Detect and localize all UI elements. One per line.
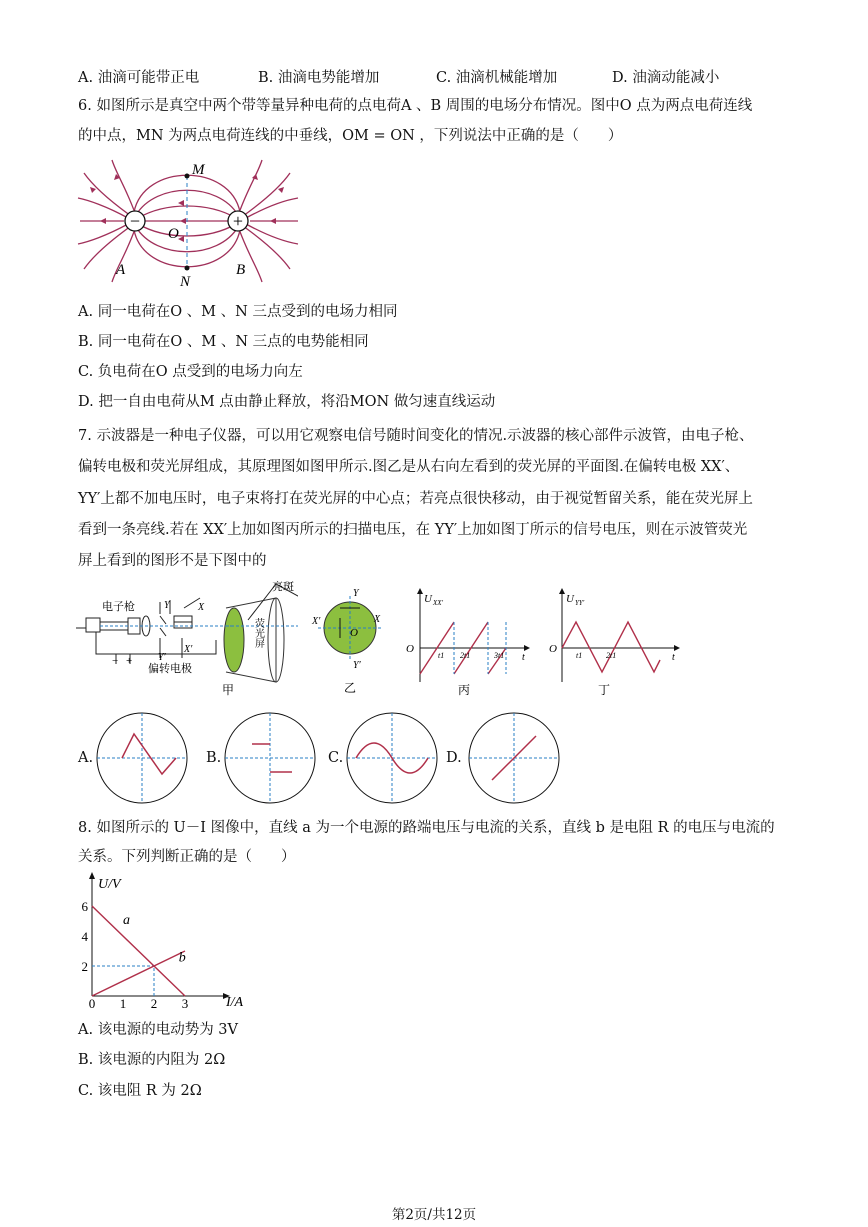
y-axis-label: U/V — [98, 877, 121, 892]
choice-a-figure — [94, 710, 190, 806]
x-tick-2: 2 — [150, 996, 158, 1011]
label-electron-gun: 电子枪 — [102, 601, 135, 613]
q7-stem-line3: YY′上都不加电压时，电子束将打在荧光屏的中心点；若亮点很快移动，由于视觉暂留关系，能在荧光屏上 — [78, 491, 753, 507]
q5-option-d: D. 油滴动能减小 — [612, 70, 720, 86]
q6-option-b: B. 同一电荷在O 、M 、N 三点的电势能相同 — [78, 334, 369, 350]
bing-origin: O — [406, 643, 414, 655]
label-xp: X′ — [184, 644, 193, 655]
q7-stem-line2: 偏转电极和荧光屏组成，其原理图如图甲所示.图乙是从右向左看到的荧光屏的平面图.在偏转电极 XX′、 — [78, 459, 740, 475]
q8-option-a: A. 该电源的电动势为 3V — [78, 1022, 238, 1038]
caption-jia: 甲 — [222, 683, 235, 697]
x-tick-3: 3 — [181, 996, 189, 1011]
bing-ylabel: U — [424, 593, 432, 605]
x-tick-1: 1 — [119, 996, 127, 1011]
bing-ysub: XX′ — [433, 599, 444, 607]
q6-option-d: D. 把一自由电荷从M 点由静止释放，将沿MON 做匀速直线运动 — [78, 394, 496, 410]
negative-charge-symbol: − — [129, 211, 141, 231]
y-tick-2: 2 — [81, 959, 88, 974]
q5-option-c: C. 油滴机械能增加 — [436, 70, 558, 86]
q5-option-b: B. 油滴电势能增加 — [258, 70, 380, 86]
ding-origin: O — [549, 643, 557, 655]
q7-stem-line1: 7. 示波器是一种电子仪器，可以用它观察电信号随时间变化的情况.示波器的核心部件示波管，由电子枪、 — [78, 428, 754, 444]
label-fluorescent-screen: 荧光屏 — [252, 618, 264, 648]
page-footer: 第2页/共12页 — [391, 1207, 477, 1223]
series-a-label: a — [123, 913, 130, 928]
q6-stem-line1: 6. 如图所示是真空中两个带等量异种电荷的点电荷A 、B 周围的电场分布情况。图中O 点为两点电荷连线 — [78, 98, 753, 114]
choice-d-figure — [466, 710, 562, 806]
x-tick-0: 0 — [88, 996, 96, 1011]
q8-option-b: B. 该电源的内阻为 2Ω — [78, 1052, 226, 1068]
ding-ysub: YY′ — [575, 599, 585, 607]
label-n: N — [180, 274, 191, 290]
ding-tick-2t1: 2t1 — [606, 651, 617, 660]
q7-stem-line4: 看到一条亮线.若在 XX′上加如图丙所示的扫描电压，在 YY′上加如图丁所示的信号电压，则在示波管荧光 — [78, 522, 748, 538]
label-y-top: Y — [164, 600, 170, 611]
label-deflection-electrode: 偏转电极 — [148, 663, 192, 675]
oscilloscope-tube-figure — [76, 580, 298, 700]
yi-label-y: Y — [353, 588, 359, 599]
choice-b-figure — [222, 710, 318, 806]
bing-t-axis: t — [522, 652, 525, 663]
yi-label-o: O — [350, 627, 358, 639]
label-minus: − — [112, 655, 119, 667]
label-m: M — [192, 162, 205, 178]
yi-label-xp: X′ — [312, 616, 321, 627]
series-b-label: b — [178, 950, 186, 966]
sweep-voltage-graph — [402, 586, 532, 698]
bing-tick-2t1: 2t1 — [460, 651, 471, 660]
q6-option-c: C. 负电荷在O 点受到的电场力向左 — [78, 364, 303, 380]
ding-ylabel: U — [566, 593, 574, 605]
q8-stem-line1: 8. 如图所示的 U－I 图像中，直线 a 为一个电源的路端电压与电流的关系，直线 b 是电阻 R 的电压与电流的 — [78, 820, 775, 836]
choice-a-label: A. — [78, 750, 94, 766]
yi-label-x: X — [374, 614, 381, 625]
q8-stem-line2: 关系。下列判断正确的是（ ） — [78, 849, 296, 865]
choice-b-label: B. — [206, 750, 222, 766]
signal-voltage-graph — [546, 586, 684, 698]
y-tick-6: 6 — [81, 899, 88, 914]
label-plus: + — [126, 655, 133, 667]
ding-t-axis: t — [672, 652, 675, 663]
y-tick-4: 4 — [81, 929, 88, 944]
q8-option-c: C. 该电阻 R 为 2Ω — [78, 1083, 202, 1099]
bing-tick-3t1: 3t1 — [494, 651, 505, 660]
choice-d-label: D. — [446, 750, 462, 766]
q5-option-a: A. 油滴可能带正电 — [78, 70, 200, 86]
q7-stem-line5: 屏上看到的图形不是下图中的 — [78, 553, 267, 569]
caption-bing: 丙 — [458, 683, 471, 697]
series-b-line — [92, 951, 185, 996]
screen-plane-figure — [310, 584, 390, 696]
choice-c-figure — [344, 710, 440, 806]
caption-ding: 丁 — [598, 683, 611, 697]
caption-yi: 乙 — [344, 681, 357, 695]
ding-tick-t1: t1 — [576, 651, 583, 660]
label-yp-bottom: Y′ — [158, 652, 166, 663]
bing-tick-t1: t1 — [438, 651, 445, 660]
electric-field-figure — [76, 158, 302, 290]
label-x-top: X — [198, 602, 205, 613]
label-a: A — [116, 262, 126, 278]
choice-c-label: C. — [328, 750, 344, 766]
q6-stem-line2: 的中点，MN 为两点电荷连线的中垂线，OM = ON ，下列说法中正确的是（ ） — [78, 128, 623, 144]
u-i-chart — [76, 872, 256, 1012]
yi-label-yp: Y′ — [353, 660, 361, 671]
x-axis-label: I/A — [226, 995, 244, 1010]
label-o: O — [168, 226, 179, 242]
series-a-line — [92, 906, 185, 996]
q6-option-a: A. 同一电荷在O 、M 、N 三点受到的电场力相同 — [78, 304, 398, 320]
label-b: B — [236, 262, 246, 278]
label-bright-spot: 亮斑 — [272, 581, 294, 593]
positive-charge-symbol: + — [232, 211, 244, 231]
